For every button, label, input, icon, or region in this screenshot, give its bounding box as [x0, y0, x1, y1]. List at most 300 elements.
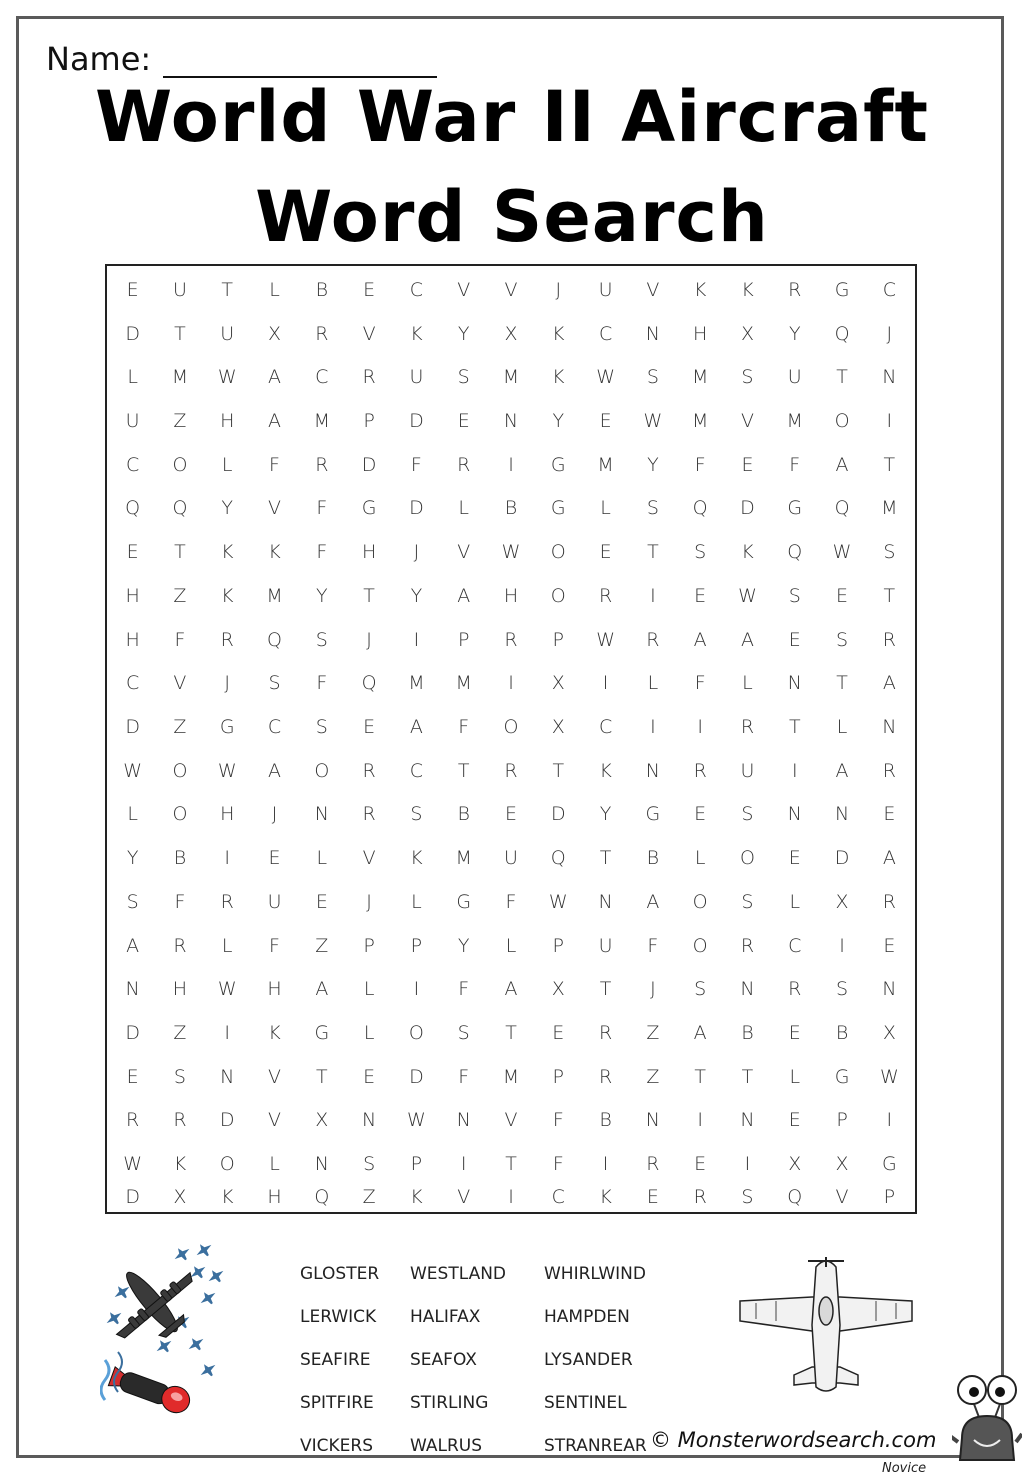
grid-letter[interactable]: I	[413, 978, 420, 1001]
grid-letter[interactable]: T	[174, 322, 186, 345]
grid-letter[interactable]: J	[224, 672, 231, 695]
grid-letter[interactable]: Y	[457, 322, 470, 345]
grid-letter[interactable]: D	[834, 847, 850, 870]
grid-letter[interactable]: Y	[410, 584, 423, 607]
grid-letter[interactable]: Q	[550, 847, 566, 870]
grid-letter[interactable]: R	[315, 322, 329, 345]
grid-letter[interactable]: D	[409, 497, 424, 520]
grid-letter[interactable]: N	[882, 715, 897, 738]
grid-letter[interactable]: F	[789, 453, 801, 476]
grid-letter[interactable]: L	[221, 934, 233, 957]
grid-letter[interactable]: E	[694, 1153, 707, 1176]
grid-letter[interactable]: V	[504, 278, 518, 301]
grid-letter[interactable]: M	[455, 672, 472, 695]
grid-letter[interactable]: N	[645, 1109, 660, 1132]
grid-letter[interactable]: K	[741, 541, 754, 564]
grid-letter[interactable]: K	[410, 322, 423, 345]
grid-letter[interactable]: A	[882, 672, 896, 695]
grid-letter[interactable]: V	[740, 409, 754, 432]
grid-letter[interactable]: E	[694, 803, 707, 826]
grid-letter[interactable]: J	[555, 278, 562, 301]
grid-letter[interactable]: F	[647, 934, 659, 957]
grid-letter[interactable]: O	[219, 1153, 235, 1176]
grid-letter[interactable]: N	[456, 1109, 471, 1132]
grid-letter[interactable]: Q	[787, 541, 803, 564]
grid-letter[interactable]: E	[126, 1065, 139, 1088]
grid-letter[interactable]: T	[363, 584, 375, 607]
grid-letter[interactable]: L	[836, 715, 848, 738]
grid-letter[interactable]: R	[740, 934, 755, 957]
grid-letter[interactable]: G	[314, 1021, 330, 1044]
grid-letter[interactable]: T	[694, 1065, 706, 1088]
grid-letter[interactable]: D	[125, 1186, 140, 1208]
grid-letter[interactable]: R	[315, 453, 329, 476]
grid-letter[interactable]: Q	[314, 1186, 330, 1208]
grid-letter[interactable]: I	[650, 715, 656, 738]
grid-letter[interactable]: N	[787, 672, 802, 695]
grid-letter[interactable]: O	[172, 759, 188, 782]
grid-letter[interactable]: F	[269, 934, 280, 957]
grid-letter[interactable]: A	[457, 584, 471, 607]
grid-letter[interactable]: G	[550, 453, 566, 476]
grid-letter[interactable]: B	[646, 847, 660, 870]
grid-letter[interactable]: I	[839, 934, 845, 957]
grid-letter[interactable]: F	[552, 1153, 564, 1176]
grid-letter[interactable]: M	[597, 453, 614, 476]
grid-letter[interactable]: D	[409, 409, 424, 432]
grid-letter[interactable]: P	[457, 628, 470, 651]
grid-letter[interactable]: I	[508, 1186, 514, 1208]
grid-letter[interactable]: X	[882, 1021, 896, 1044]
grid-letter[interactable]: S	[788, 584, 801, 607]
grid-letter[interactable]: K	[552, 322, 565, 345]
grid-letter[interactable]: N	[645, 759, 660, 782]
grid-letter[interactable]: S	[126, 890, 139, 913]
grid-letter[interactable]: R	[126, 1109, 140, 1132]
grid-letter[interactable]: M	[691, 409, 709, 432]
grid-letter[interactable]: R	[882, 628, 896, 651]
grid-letter[interactable]: T	[883, 453, 896, 476]
grid-letter[interactable]: R	[646, 628, 660, 651]
grid-letter[interactable]: X	[315, 1109, 329, 1132]
grid-letter[interactable]: E	[504, 803, 517, 826]
grid-letter[interactable]: D	[550, 803, 566, 826]
grid-letter[interactable]: F	[458, 1065, 470, 1088]
grid-letter[interactable]: G	[787, 497, 803, 520]
grid-letter[interactable]: L	[789, 890, 801, 913]
grid-letter[interactable]: A	[835, 759, 849, 782]
grid-letter[interactable]: R	[598, 1065, 613, 1088]
grid-letter[interactable]: V	[835, 1186, 849, 1208]
grid-letter[interactable]: A	[504, 978, 518, 1001]
grid-letter[interactable]: Y	[647, 453, 659, 476]
grid-letter[interactable]: E	[741, 453, 754, 476]
grid-letter[interactable]: P	[883, 1186, 896, 1208]
grid-letter[interactable]: N	[598, 890, 613, 913]
grid-letter[interactable]: W	[407, 1109, 426, 1132]
grid-letter[interactable]: W	[217, 366, 237, 389]
grid-letter[interactable]: G	[881, 1153, 897, 1176]
grid-letter[interactable]: F	[505, 890, 517, 913]
grid-letter[interactable]: E	[126, 278, 139, 301]
grid-letter[interactable]: W	[738, 584, 757, 607]
grid-letter[interactable]: T	[174, 541, 186, 564]
grid-letter[interactable]: W	[832, 541, 852, 564]
grid-letter[interactable]: A	[409, 715, 423, 738]
grid-letter[interactable]: G	[456, 890, 472, 913]
grid-letter[interactable]: N	[740, 978, 755, 1001]
grid-letter[interactable]: T	[316, 1065, 328, 1088]
grid-letter[interactable]: F	[316, 672, 328, 695]
grid-letter[interactable]: B	[173, 847, 187, 870]
grid-letter[interactable]: X	[504, 322, 518, 345]
grid-letter[interactable]: I	[697, 715, 703, 738]
grid-letter[interactable]: E	[363, 278, 376, 301]
grid-letter[interactable]: E	[883, 934, 896, 957]
grid-letter[interactable]: U	[598, 278, 613, 301]
grid-letter[interactable]: R	[362, 759, 376, 782]
grid-letter[interactable]: W	[123, 1153, 143, 1176]
grid-letter[interactable]: F	[316, 497, 328, 520]
grid-letter[interactable]: E	[788, 847, 801, 870]
grid-letter[interactable]: K	[599, 759, 612, 782]
grid-letter[interactable]: Q	[125, 497, 141, 520]
grid-letter[interactable]: R	[220, 890, 234, 913]
grid-letter[interactable]: V	[457, 541, 471, 564]
grid-letter[interactable]: U	[125, 409, 140, 432]
grid-letter[interactable]: Y	[599, 803, 612, 826]
grid-letter[interactable]: M	[408, 672, 425, 695]
grid-letter[interactable]: F	[694, 672, 706, 695]
grid-letter[interactable]: R	[598, 1021, 613, 1044]
grid-letter[interactable]: H	[220, 803, 235, 826]
grid-letter[interactable]: E	[694, 584, 707, 607]
grid-letter[interactable]: R	[173, 934, 187, 957]
grid-letter[interactable]: R	[882, 890, 896, 913]
grid-letter[interactable]: W	[879, 1065, 899, 1088]
name-blank-line[interactable]	[163, 42, 437, 78]
grid-letter[interactable]: K	[410, 1186, 423, 1208]
grid-letter[interactable]: B	[835, 1021, 849, 1044]
grid-letter[interactable]: I	[602, 672, 609, 695]
grid-letter[interactable]: X	[268, 322, 282, 345]
grid-letter[interactable]: R	[362, 366, 376, 389]
grid-letter[interactable]: N	[787, 803, 802, 826]
grid-letter[interactable]: Z	[173, 584, 187, 607]
grid-letter[interactable]: Q	[834, 497, 850, 520]
grid-letter[interactable]: M	[691, 366, 709, 389]
grid-letter[interactable]: O	[550, 541, 566, 564]
grid-letter[interactable]: F	[174, 890, 186, 913]
grid-letter[interactable]: C	[315, 366, 329, 389]
grid-letter[interactable]: S	[741, 1186, 754, 1208]
grid-letter[interactable]: F	[552, 1109, 564, 1132]
grid-letter[interactable]: N	[834, 803, 850, 826]
grid-letter[interactable]: S	[363, 1153, 376, 1176]
grid-letter[interactable]: O	[172, 453, 188, 476]
grid-letter[interactable]: W	[217, 978, 237, 1001]
grid-letter[interactable]: T	[788, 715, 801, 738]
grid-letter[interactable]: X	[740, 322, 754, 345]
grid-letter[interactable]: D	[125, 1021, 140, 1044]
grid-letter[interactable]: B	[504, 497, 518, 520]
grid-letter[interactable]: I	[413, 628, 420, 651]
grid-letter[interactable]: P	[410, 1153, 423, 1176]
grid-letter[interactable]: S	[410, 803, 423, 826]
grid-letter[interactable]: W	[123, 759, 143, 782]
grid-letter[interactable]: A	[268, 366, 282, 389]
grid-letter[interactable]: A	[126, 934, 140, 957]
grid-letter[interactable]: T	[599, 847, 612, 870]
grid-letter[interactable]: S	[173, 1065, 186, 1088]
grid-letter[interactable]: H	[125, 584, 140, 607]
grid-letter[interactable]: G	[834, 278, 850, 301]
grid-letter[interactable]: C	[126, 453, 140, 476]
grid-letter[interactable]: L	[363, 978, 375, 1001]
grid-letter[interactable]: E	[646, 1186, 659, 1208]
grid-letter[interactable]: Q	[692, 497, 708, 520]
grid-letter[interactable]: R	[693, 759, 707, 782]
grid-letter[interactable]: L	[269, 278, 280, 301]
grid-letter[interactable]: U	[220, 322, 235, 345]
grid-letter[interactable]: Z	[173, 1021, 187, 1044]
grid-letter[interactable]: X	[835, 1153, 849, 1176]
grid-letter[interactable]: P	[552, 628, 565, 651]
grid-letter[interactable]: L	[269, 1153, 280, 1176]
grid-letter[interactable]: Z	[315, 934, 329, 957]
grid-letter[interactable]: J	[366, 890, 372, 913]
grid-letter[interactable]: O	[692, 934, 708, 957]
grid-letter[interactable]: L	[411, 890, 422, 913]
grid-letter[interactable]: S	[457, 1021, 470, 1044]
grid-letter[interactable]: I	[224, 1021, 231, 1044]
grid-letter[interactable]: O	[314, 759, 330, 782]
grid-letter[interactable]: F	[174, 628, 186, 651]
grid-letter[interactable]: X	[551, 978, 565, 1001]
grid-letter[interactable]: B	[457, 803, 470, 826]
grid-letter[interactable]: C	[788, 934, 802, 957]
grid-letter[interactable]: U	[267, 890, 282, 913]
grid-letter[interactable]: Y	[126, 847, 139, 870]
grid-letter[interactable]: M	[171, 366, 189, 389]
grid-letter[interactable]: W	[501, 541, 521, 564]
grid-letter[interactable]: V	[173, 672, 187, 695]
grid-letter[interactable]: V	[268, 1065, 282, 1088]
grid-letter[interactable]: S	[694, 978, 707, 1001]
grid-letter[interactable]: D	[740, 497, 755, 520]
grid-letter[interactable]: D	[361, 453, 377, 476]
grid-letter[interactable]: P	[363, 409, 375, 432]
grid-letter[interactable]: V	[646, 278, 660, 301]
grid-letter[interactable]: L	[600, 497, 611, 520]
grid-letter[interactable]: K	[220, 1186, 234, 1208]
grid-letter[interactable]: O	[692, 890, 708, 913]
grid-letter[interactable]: S	[315, 628, 328, 651]
grid-letter[interactable]: R	[504, 628, 518, 651]
grid-letter[interactable]: W	[643, 409, 663, 432]
grid-letter[interactable]: M	[266, 584, 283, 607]
grid-letter[interactable]: D	[219, 1109, 235, 1132]
grid-letter[interactable]: A	[268, 409, 282, 432]
grid-letter[interactable]: H	[172, 978, 188, 1001]
grid-letter[interactable]: L	[742, 672, 753, 695]
grid-letter[interactable]: I	[224, 847, 231, 870]
grid-letter[interactable]: T	[836, 366, 848, 389]
grid-letter[interactable]: M	[786, 409, 803, 432]
grid-letter[interactable]: S	[315, 715, 328, 738]
grid-letter[interactable]: K	[552, 366, 565, 389]
grid-letter[interactable]: S	[741, 366, 754, 389]
grid-letter[interactable]: F	[458, 978, 470, 1001]
grid-letter[interactable]: E	[599, 541, 612, 564]
grid-letter[interactable]: D	[125, 322, 140, 345]
grid-letter[interactable]: A	[740, 628, 754, 651]
grid-letter[interactable]: C	[126, 672, 140, 695]
grid-letter[interactable]: N	[125, 978, 140, 1001]
grid-letter[interactable]: K	[220, 541, 234, 564]
grid-letter[interactable]: E	[788, 1109, 801, 1132]
grid-letter[interactable]: W	[596, 366, 615, 389]
grid-letter[interactable]: F	[316, 541, 328, 564]
grid-letter[interactable]: V	[457, 1186, 471, 1208]
grid-letter[interactable]: N	[362, 1109, 377, 1132]
grid-letter[interactable]: S	[836, 628, 849, 651]
grid-letter[interactable]: F	[269, 453, 280, 476]
grid-letter[interactable]: A	[835, 453, 849, 476]
grid-letter[interactable]: X	[551, 715, 565, 738]
grid-letter[interactable]: W	[596, 628, 615, 651]
grid-letter[interactable]: L	[647, 672, 659, 695]
grid-letter[interactable]: V	[362, 847, 376, 870]
grid-letter[interactable]: A	[693, 628, 707, 651]
grid-letter[interactable]: V	[268, 497, 282, 520]
grid-letter[interactable]: P	[552, 934, 565, 957]
grid-letter[interactable]: T	[457, 759, 470, 782]
grid-letter[interactable]: T	[221, 278, 234, 301]
grid-letter[interactable]: N	[220, 1065, 235, 1088]
grid-letter[interactable]: A	[646, 890, 660, 913]
grid-letter[interactable]: M	[455, 847, 472, 870]
grid-letter[interactable]: I	[602, 1153, 609, 1176]
grid-letter[interactable]: E	[315, 890, 328, 913]
grid-letter[interactable]: Q	[834, 322, 850, 345]
grid-letter[interactable]: A	[693, 1021, 707, 1044]
grid-letter[interactable]: M	[502, 1065, 520, 1088]
grid-letter[interactable]: L	[127, 366, 138, 389]
grid-letter[interactable]: G	[834, 1065, 850, 1088]
grid-letter[interactable]: R	[882, 759, 896, 782]
grid-letter[interactable]: X	[835, 890, 849, 913]
grid-letter[interactable]: X	[173, 1186, 187, 1208]
grid-letter[interactable]: B	[599, 1109, 612, 1132]
grid-letter[interactable]: U	[409, 366, 424, 389]
grid-letter[interactable]: P	[363, 934, 375, 957]
grid-letter[interactable]: V	[362, 322, 376, 345]
grid-letter[interactable]: M	[313, 409, 331, 432]
grid-letter[interactable]: U	[504, 847, 518, 870]
grid-letter[interactable]: Q	[267, 628, 282, 651]
grid-letter[interactable]: H	[267, 1186, 282, 1208]
grid-letter[interactable]: L	[221, 453, 233, 476]
grid-letter[interactable]: R	[362, 803, 376, 826]
grid-letter[interactable]: I	[791, 759, 798, 782]
grid-letter[interactable]: V	[504, 1109, 518, 1132]
grid-letter[interactable]: R	[740, 715, 755, 738]
grid-letter[interactable]: Z	[173, 409, 187, 432]
grid-letter[interactable]: G	[219, 715, 235, 738]
grid-letter[interactable]: F	[694, 453, 706, 476]
grid-letter[interactable]: E	[599, 409, 612, 432]
grid-letter[interactable]: S	[836, 978, 849, 1001]
grid-letter[interactable]: S	[646, 366, 659, 389]
grid-letter[interactable]: O	[503, 715, 519, 738]
grid-letter[interactable]: T	[505, 1021, 517, 1044]
grid-letter[interactable]: N	[740, 1109, 755, 1132]
grid-letter[interactable]: Q	[361, 672, 377, 695]
grid-letter[interactable]: S	[694, 541, 707, 564]
grid-letter[interactable]: M	[881, 497, 898, 520]
grid-letter[interactable]: E	[268, 847, 281, 870]
grid-letter[interactable]: Y	[316, 584, 328, 607]
grid-letter[interactable]: H	[220, 409, 235, 432]
grid-letter[interactable]: P	[552, 1065, 565, 1088]
grid-letter[interactable]: N	[314, 803, 329, 826]
grid-letter[interactable]: X	[551, 672, 565, 695]
grid-letter[interactable]: K	[693, 278, 707, 301]
grid-letter[interactable]: Z	[646, 1021, 660, 1044]
grid-letter[interactable]: I	[886, 1109, 893, 1132]
grid-letter[interactable]: L	[127, 803, 138, 826]
grid-letter[interactable]: E	[883, 803, 896, 826]
grid-letter[interactable]: B	[315, 278, 329, 301]
grid-letter[interactable]: R	[788, 278, 802, 301]
grid-letter[interactable]: D	[125, 715, 140, 738]
grid-letter[interactable]: L	[316, 847, 328, 870]
grid-letter[interactable]: K	[741, 278, 754, 301]
grid-letter[interactable]: L	[458, 497, 469, 520]
grid-letter[interactable]: P	[410, 934, 423, 957]
grid-letter[interactable]: M	[502, 366, 520, 389]
grid-letter[interactable]: J	[413, 541, 420, 564]
grid-letter[interactable]: I	[697, 1109, 703, 1132]
grid-letter[interactable]: G	[645, 803, 661, 826]
grid-letter[interactable]: R	[173, 1109, 187, 1132]
grid-letter[interactable]: Y	[552, 409, 565, 432]
grid-letter[interactable]: Z	[646, 1065, 660, 1088]
grid-letter[interactable]: U	[740, 759, 755, 782]
grid-letter[interactable]: S	[268, 672, 281, 695]
grid-letter[interactable]: J	[886, 322, 893, 345]
grid-letter[interactable]: Q	[172, 497, 188, 520]
grid-letter[interactable]: N	[503, 409, 519, 432]
grid-letter[interactable]: R	[646, 1153, 660, 1176]
grid-letter[interactable]: H	[503, 584, 519, 607]
grid-letter[interactable]: R	[598, 584, 613, 607]
grid-letter[interactable]: E	[363, 1065, 376, 1088]
grid-letter[interactable]: U	[787, 366, 802, 389]
grid-letter[interactable]: H	[125, 628, 140, 651]
grid-letter[interactable]: C	[598, 715, 613, 738]
grid-letter[interactable]: T	[836, 672, 848, 695]
grid-letter[interactable]: H	[267, 978, 282, 1001]
grid-letter[interactable]: T	[741, 1065, 754, 1088]
grid-letter[interactable]: L	[694, 847, 706, 870]
grid-letter[interactable]: J	[650, 978, 656, 1001]
grid-letter[interactable]: I	[886, 409, 893, 432]
grid-letter[interactable]: S	[741, 890, 754, 913]
grid-letter[interactable]: C	[882, 278, 896, 301]
grid-letter[interactable]: W	[217, 759, 237, 782]
